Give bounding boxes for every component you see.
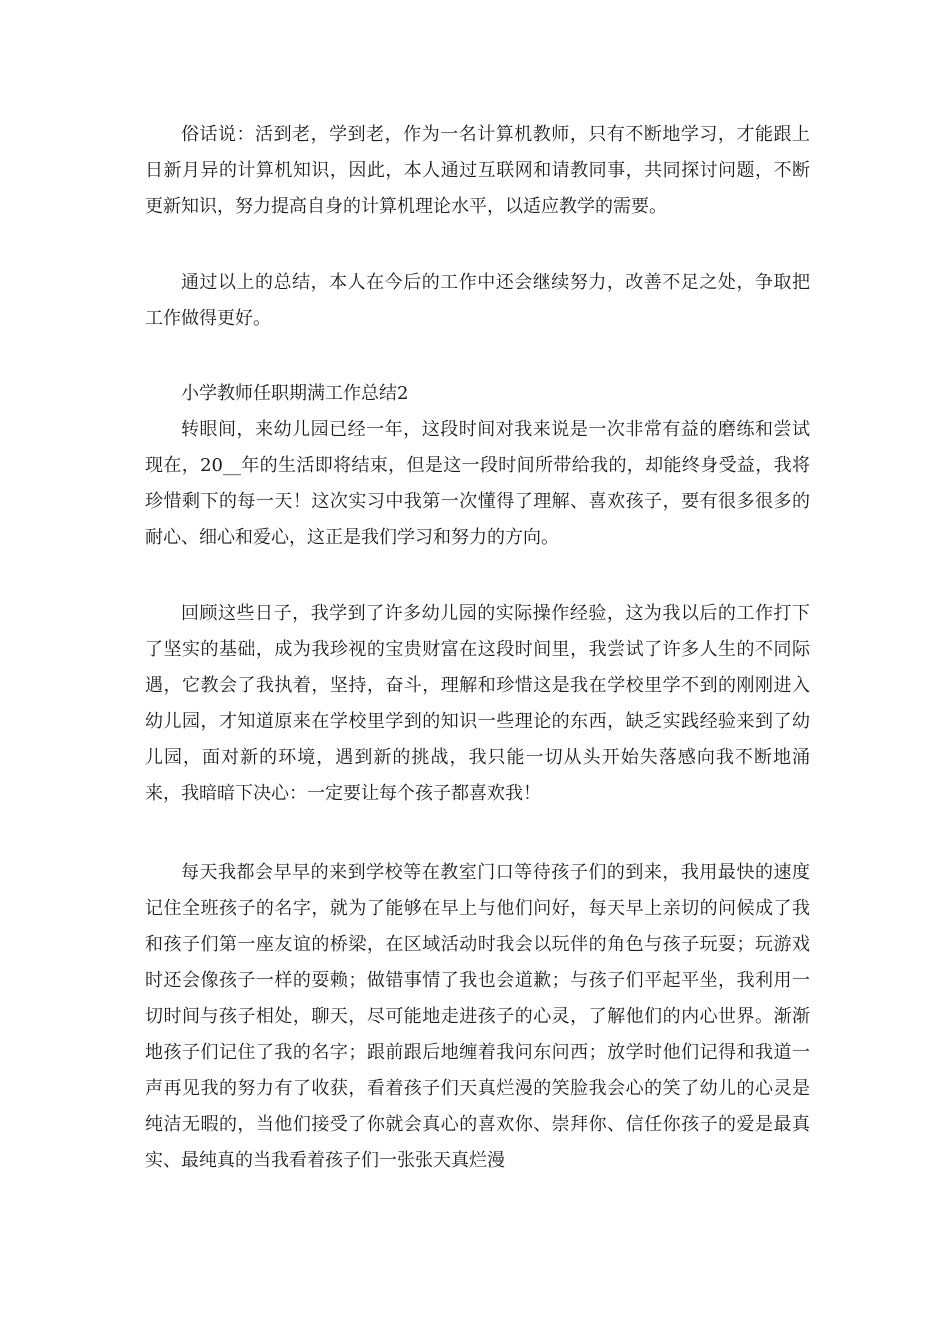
paragraph-lifelong-learning: 俗话说：活到老，学到老，作为一名计算机教师，只有不断地学习，才能跟上日新月异的计算机知识，因此，本人通过互联网和请教同事，共同探讨问题，不断更新知识，努力提高自身的计算机理论水平，以适应教学的需要。 bbox=[145, 124, 810, 217]
section-title: 小学教师任职期满工作总结2 bbox=[181, 383, 409, 404]
paragraph-summary-conclusion: 通过以上的总结，本人在今后的工作中还会继续努力，改善不足之处，争取把工作做得更好。 bbox=[145, 272, 810, 329]
paragraph-kindergarten-intro: 转眼间，来幼儿园已经一年，这段时间对我来说是一次非常有益的磨练和尝试现在，20__年的生活即将结束，但是这一段时间所带给我的，却能终身受益，我将珍惜剩下的每一天！这次实习中我第一次懂得了理解、喜欢孩子，要有很多很多的耐心、细心和爱心，这正是我们学习和努力的方向。 bbox=[145, 419, 810, 548]
paragraph-daily-routine: 每天我都会早早的来到学校等在教室门口等待孩子们的到来，我用最快的速度记住全班孩子的名字，就为了能够在早上与他们问好，每天早上亲切的问候成了我和孩子们第一座友谊的桥梁，在区域活动时我会以玩伴的角色与孩子玩耍；玩游戏时还会像孩子一样的耍赖；做错事情了我也会道歉；与孩子们平起平坐，我利用一切时间与孩子相处，聊天，尽可能地走进孩子的心灵，了解他们的内心世界。渐渐地孩子们记住了我的名字；跟前跟后地缠着我问东问西；放学时他们记得和我道一声再见我的努力有了收获，看着孩子们天真烂漫的笑脸我会心的笑了幼儿的心灵是纯洁无暇的，当他们接受了你就会真心的喜欢你、崇拜你、信任你孩子的爱是最真实、最纯真的当我看着孩子们一张张天真烂漫 bbox=[145, 862, 810, 1171]
paragraph-review-experience: 回顾这些日子，我学到了许多幼儿园的实际操作经验，这为我以后的工作打下了坚实的基础，成为我珍视的宝贵财富在这段时间里，我尝试了许多人生的不同际遇，它教会了我执着，坚持，奋斗，理解和珍惜这是我在学校里学不到的刚刚进入幼儿园，才知道原来在学校里学到的知识一些理论的东西，缺乏实践经验来到了幼儿园，面对新的环境，遇到新的挑战，我只能一切从头开始失落感向我不断地涌来，我暗暗下决心：一定要让每个孩子都喜欢我！ bbox=[145, 603, 810, 804]
